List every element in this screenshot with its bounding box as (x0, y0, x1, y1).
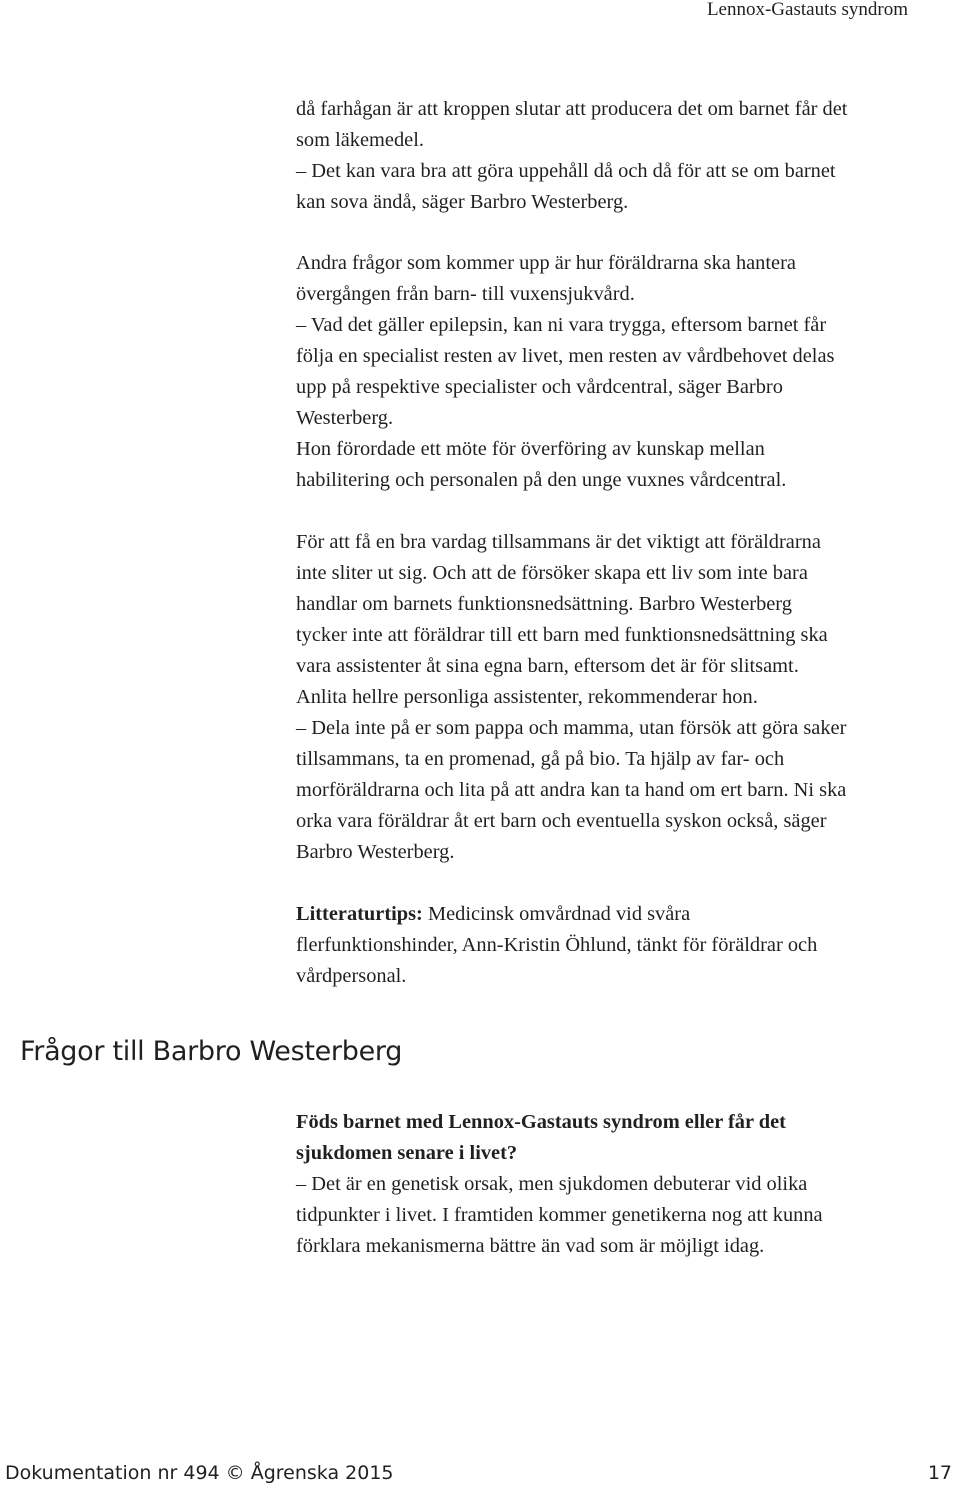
paragraph-line: – Det kan vara bra att göra uppehåll då och då för att se om barnet (296, 160, 836, 182)
paragraph-line: – Dela inte på er som pappa och mamma, utan försök att göra saker (296, 717, 847, 739)
paragraph-line: inte sliter ut sig. Och att de försöker skapa ett liv som inte bara (296, 562, 808, 584)
paragraph-line: följa en specialist resten av livet, men resten av vårdbehovet delas (296, 345, 835, 367)
paragraph-line: upp på respektive specialister och vårdcentral, säger Barbro (296, 376, 783, 398)
literature-line (296, 899, 936, 930)
section-heading: Frågor till Barbro Westerberg (20, 1036, 403, 1067)
article-block-3 (296, 527, 936, 868)
qa-block (296, 1107, 936, 1262)
literature-line: flerfunktionshinder, Ann-Kristin Öhlund, tänkt för föräldrar och (296, 934, 818, 956)
page-number: 17 (927, 1462, 952, 1484)
question-line: Föds barnet med Lennox-Gastauts syndrom eller får det (296, 1111, 786, 1133)
paragraph-line: tycker inte att föräldrar till ett barn med funktionsnedsättning ska (296, 624, 828, 646)
article-block-2 (296, 248, 936, 496)
footer-publication: Dokumentation nr 494 © Ågrenska 2015 (5, 1462, 394, 1484)
paragraph-line: kan sova ändå, säger Barbro Westerberg. (296, 191, 629, 213)
literature-label: Litteraturtips: (296, 903, 423, 925)
paragraph-line: Anlita hellre personliga assistenter, rekommenderar hon. (296, 686, 758, 708)
paragraph-line: habilitering och personalen på den unge vuxnes vårdcentral. (296, 469, 787, 491)
paragraph-line: orka vara föräldrar åt ert barn och eventuella syskon också, säger (296, 810, 827, 832)
paragraph-line: tillsammans, ta en promenad, gå på bio. Ta hjälp av far- och (296, 748, 785, 770)
paragraph-line: Andra frågor som kommer upp är hur föräldrarna ska hantera (296, 252, 796, 274)
answer-line: tidpunkter i livet. I framtiden kommer genetikerna nog att kunna (296, 1204, 823, 1226)
paragraph-line: – Vad det gäller epilepsin, kan ni vara trygga, eftersom barnet får (296, 314, 827, 336)
answer-line: förklara mekanismerna bättre än vad som är möjligt idag. (296, 1235, 765, 1257)
paragraph-line: då farhågan är att kroppen slutar att producera det om barnet får det (296, 98, 848, 120)
paragraph-line: handlar om barnets funktionsnedsättning. Barbro Westerberg (296, 593, 792, 615)
paragraph-line: morföräldrarna och lita på att andra kan ta hand om ert barn. Ni ska (296, 779, 847, 801)
paragraph-line: Barbro Westerberg. (296, 841, 455, 863)
answer-line: – Det är en genetisk orsak, men sjukdomen debuterar vid olika (296, 1173, 808, 1195)
question-line: sjukdomen senare i livet? (296, 1142, 518, 1164)
article-block-1 (296, 94, 936, 218)
literature-tip (296, 899, 936, 992)
paragraph-line: vara assistenter åt sina egna barn, eftersom det är för slitsamt. (296, 655, 799, 677)
literature-line: vårdpersonal. (296, 965, 407, 987)
paragraph-line: övergången från barn- till vuxensjukvård. (296, 283, 635, 305)
paragraph-line: Westerberg. (296, 407, 394, 429)
paragraph-line: För att få en bra vardag tillsammans är det viktigt att föräldrarna (296, 531, 821, 553)
paragraph-line: som läkemedel. (296, 129, 424, 151)
running-header: Lennox-Gastauts syndrom (706, 0, 908, 20)
paragraph-line: Hon förordade ett möte för överföring av kunskap mellan (296, 438, 765, 460)
literature-text: Medicinsk omvårdnad vid svåra (422, 903, 691, 925)
